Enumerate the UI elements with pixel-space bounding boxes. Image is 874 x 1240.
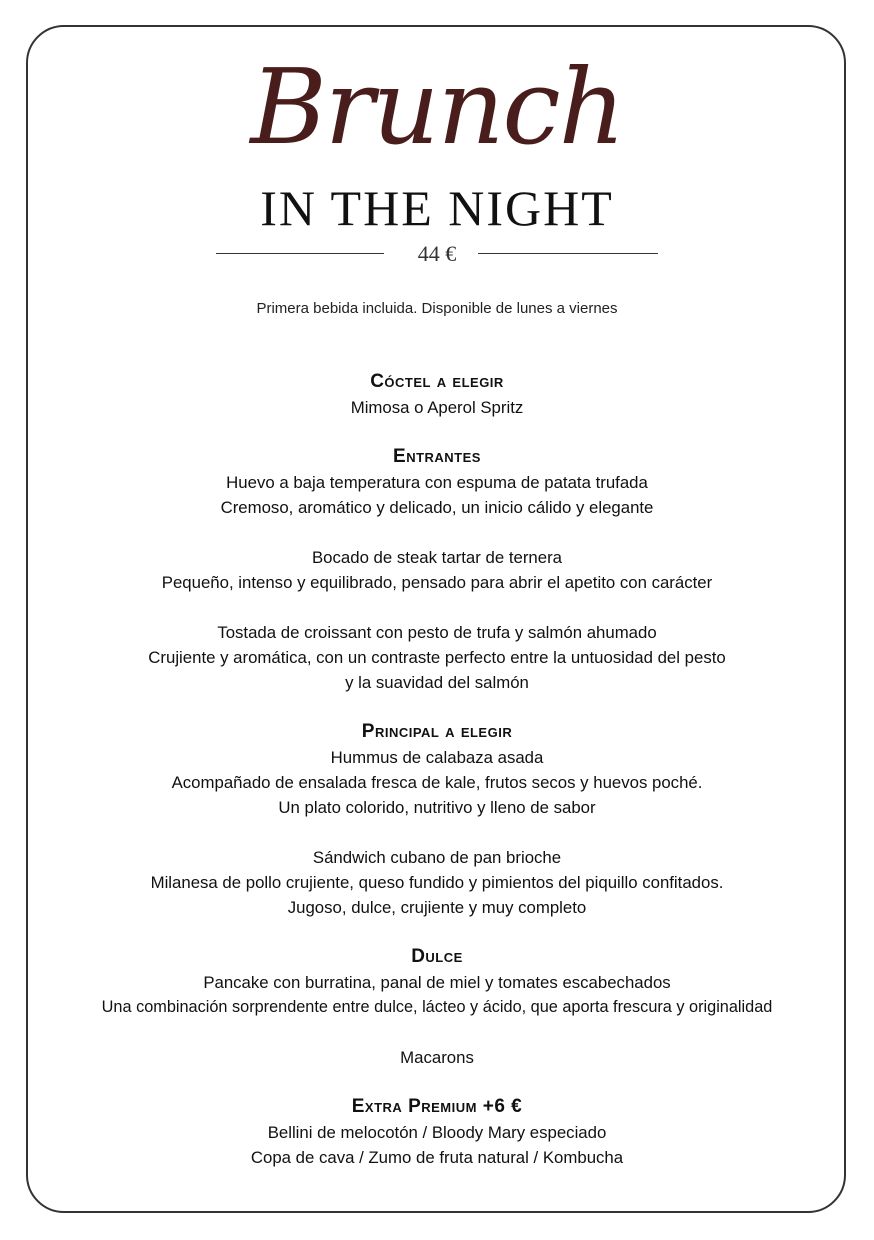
- menu-line: y la suavidad del salmón: [345, 673, 529, 692]
- brunch-script-title: Brunch: [250, 46, 624, 168]
- menu-line: Pancake con burratina, panal de miel y tomates escabechados: [203, 973, 671, 992]
- menu-line: Bocado de steak tartar de ternera: [311, 548, 562, 567]
- section-heading-dulce: Dulce: [411, 946, 463, 967]
- section-heading-entrantes: Entrantes: [393, 446, 481, 467]
- price-divider-right: [478, 253, 658, 254]
- menu-line: Copa de cava / Zumo de fruta natural / Kombucha: [250, 1148, 624, 1167]
- price-row: [216, 238, 658, 270]
- menu-line: Huevo a baja temperatura con espuma de patata trufada: [226, 473, 648, 492]
- menu-line: Un plato colorido, nutritivo y lleno de sabor: [278, 798, 596, 817]
- menu-price: 44 €: [417, 241, 457, 266]
- section-heading-principal: Principal a elegir: [361, 721, 513, 742]
- menu-subtitle: Primera bebida incluida. Disponible de lunes a viernes: [256, 300, 618, 317]
- menu-line: Macarons: [400, 1048, 474, 1067]
- menu-line: Hummus de calabaza asada: [330, 748, 544, 767]
- menu-line: Una combinación sorprendente entre dulce, lácteo y ácido, que aporta frescura y originalidad: [101, 998, 773, 1016]
- in-the-night-title: IN THE NIGHT: [260, 180, 614, 236]
- menu-line: Sándwich cubano de pan brioche: [312, 848, 562, 867]
- menu-line: Cremoso, aromático y delicado, un inicio cálido y elegante: [220, 498, 654, 517]
- menu-line: Bellini de melocotón / Bloody Mary especiado: [267, 1123, 607, 1142]
- menu-line: Crujiente y aromática, con un contraste perfecto entre la untuosidad del pesto: [148, 648, 726, 667]
- menu-line: Jugoso, dulce, crujiente y muy completo: [287, 898, 587, 917]
- menu-line: Mimosa o Aperol Spritz: [350, 398, 524, 417]
- menu-line: Pequeño, intenso y equilibrado, pensado para abrir el apetito con carácter: [161, 573, 713, 592]
- section-heading-extra-premium: Extra Premium +6 €: [351, 1096, 523, 1117]
- section-heading-coctel: Cóctel a elegir: [370, 371, 504, 392]
- menu-line: Tostada de croissant con pesto de trufa y salmón ahumado: [217, 623, 657, 642]
- menu-line: Acompañado de ensalada fresca de kale, frutos secos y huevos poché.: [171, 773, 703, 792]
- menu-line: Milanesa de pollo crujiente, queso fundido y pimientos del piquillo confitados.: [150, 873, 724, 892]
